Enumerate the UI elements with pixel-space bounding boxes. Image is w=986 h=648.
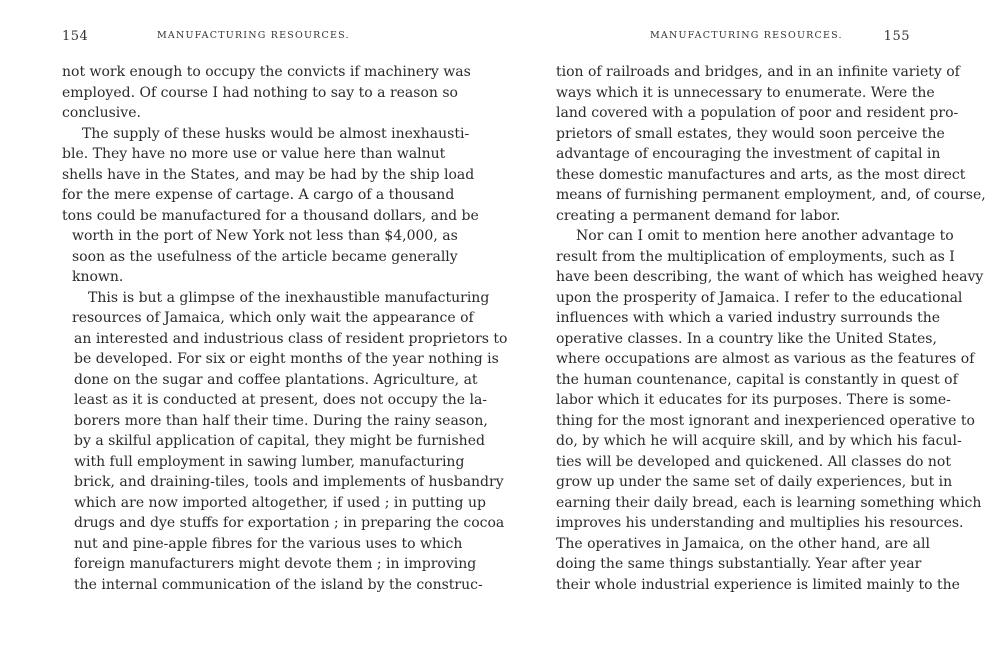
left-page-body xyxy=(62,62,508,595)
text-line: known. xyxy=(72,269,124,285)
text-line: worth in the port of New York not less than $4,000, as xyxy=(72,228,458,244)
text-line: means of furnishing permanent employment, and, of course, xyxy=(556,187,986,203)
right-running-head-title: MANUFACTURING RESOURCES. xyxy=(650,30,843,41)
text-line: by a skilful application of capital, they might be furnished xyxy=(74,433,485,449)
text-line: borers more than half their time. During the rainy season, xyxy=(74,412,488,429)
text-line: where occupations are almost as various as the features of xyxy=(556,351,975,367)
text-line: nut and pine-apple fibres for the various uses to which xyxy=(74,535,463,552)
text-line: This is but a glimpse of the inexhaustible manufacturing xyxy=(88,289,490,306)
text-line: doing the same things substantially. Year after year xyxy=(556,556,922,572)
text-line: land covered with a population of poor and resident pro- xyxy=(556,105,959,121)
text-line: done on the sugar and coffee plantations. Agriculture, at xyxy=(74,371,478,388)
right-page xyxy=(490,0,986,648)
text-line: be developed. For six or eight months of the year nothing is xyxy=(74,351,499,367)
text-line: shells have in the States, and may be had by the ship load xyxy=(62,166,475,183)
text-line: employed. Of course I had nothing to say to a reason so xyxy=(62,84,458,101)
text-line: not work enough to occupy the convicts if machinery was xyxy=(62,64,471,80)
text-line: these domestic manufactures and arts, as the most direct xyxy=(556,166,966,183)
text-line: thing for the most ignorant and inexperienced operative to xyxy=(556,412,975,429)
text-line: tons could be manufactured for a thousand dollars, and be xyxy=(62,207,479,224)
text-line: ways which it is unnecessary to enumerate. Were the xyxy=(556,84,935,101)
left-running-head xyxy=(62,29,432,45)
text-line: prietors of small estates, they would soon perceive the xyxy=(556,125,945,142)
text-line: with full employment in sawing lumber, manufacturing xyxy=(74,453,465,470)
text-line: ble. They have no more use or value here than walnut xyxy=(62,146,446,162)
text-line: labor which it educates for its purposes. There is some- xyxy=(556,392,951,408)
text-line: their whole industrial experience is limited mainly to the xyxy=(556,576,960,593)
text-line: do, by which he will acquire skill, and by which his facul- xyxy=(556,433,962,449)
text-line: advantage of encouraging the investment of capital in xyxy=(556,146,941,162)
text-line: for the mere expense of cartage. A cargo of a thousand xyxy=(62,187,455,203)
text-line: which are now imported altogether, if used ; in putting up xyxy=(74,494,486,511)
text-line: resources of Jamaica, which only wait the appearance of xyxy=(72,310,474,326)
text-line: least as it is conducted at present, does not occupy the la- xyxy=(74,392,488,408)
text-line: Nor can I omit to mention here another advantage to xyxy=(576,228,954,244)
text-line: drugs and dye stuffs for exportation ; in preparing the cocoa xyxy=(74,515,505,531)
text-line: The operatives in Jamaica, on the other hand, are all xyxy=(556,535,930,552)
text-line: ties will be developed and quickened. All classes do not xyxy=(556,453,951,470)
text-line: have been describing, the want of which has weighed heavy xyxy=(556,269,984,285)
text-line: the human countenance, capital is constantly in quest of xyxy=(556,371,958,388)
text-line: improves his understanding and multiplies his resources. xyxy=(556,515,964,531)
right-page-number: 155 xyxy=(883,29,910,44)
text-line: operative classes. In a country like the United States, xyxy=(556,330,937,347)
left-page-number: 154 xyxy=(62,29,89,44)
text-line: the internal communication of the island by the construc- xyxy=(74,576,483,593)
left-running-head-title: MANUFACTURING RESOURCES. xyxy=(157,30,350,41)
text-line: earning their daily bread, each is learning something which xyxy=(556,494,982,511)
text-line: brick, and draining-tiles, tools and implements of husbandry xyxy=(74,474,504,490)
right-page-body xyxy=(556,62,986,595)
text-line: foreign manufacturers might devote them ; in improving xyxy=(74,556,477,572)
text-line: tion of railroads and bridges, and in an infinite variety of xyxy=(556,64,960,80)
text-line: grow up under the same set of daily experiences, but in xyxy=(556,474,953,490)
right-running-head xyxy=(556,29,910,45)
text-line: soon as the usefulness of the article became generally xyxy=(72,248,458,265)
text-line: result from the multiplication of employments, such as I xyxy=(556,248,955,265)
text-line: creating a permanent demand for labor. xyxy=(556,207,841,224)
text-line: conclusive. xyxy=(62,105,141,121)
text-line: The supply of these husks would be almost inexhausti- xyxy=(82,125,470,142)
text-line: upon the prosperity of Jamaica. I refer to the educational xyxy=(556,289,963,306)
text-line: influences with which a varied industry surrounds the xyxy=(556,310,941,326)
text-line: an interested and industrious class of resident proprietors to xyxy=(74,330,508,347)
